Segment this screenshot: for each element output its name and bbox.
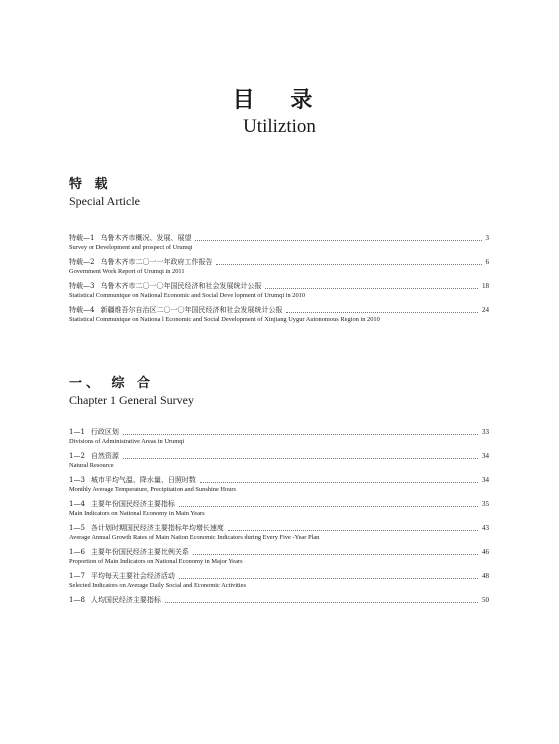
leader-dots bbox=[123, 457, 478, 459]
section-special-title-cn: 特 载 bbox=[69, 177, 112, 192]
leader-dots bbox=[179, 577, 478, 579]
entry-title: 主要年份国民经济主要指标 bbox=[90, 500, 175, 508]
entry-page-number: 18 bbox=[482, 282, 489, 290]
entry-title: 平均每天主要社会经济活动 bbox=[90, 572, 175, 580]
entry-page-number: 50 bbox=[482, 596, 489, 604]
entry-english-title: Main Indicators on National Economy in Main Years bbox=[69, 510, 205, 517]
entry-code: 1—5 bbox=[69, 524, 85, 532]
entry-code: 特载—2 bbox=[69, 258, 95, 266]
entry-english-title: Average Annual Growth Rates of Main Nation Economic Indicators during Every Five -Year Plan bbox=[69, 534, 320, 541]
entry-page-number: 48 bbox=[482, 572, 489, 580]
toc-entry-1-6[interactable] bbox=[69, 548, 489, 566]
leader-dots bbox=[123, 433, 478, 435]
leader-dots bbox=[179, 505, 478, 507]
toc-entry-1-7[interactable] bbox=[69, 572, 489, 590]
entry-title: 行政区划 bbox=[90, 428, 119, 436]
toc-entry-1-5[interactable] bbox=[69, 524, 489, 542]
chapter1-title-en: Chapter 1 General Survey bbox=[69, 393, 194, 407]
entry-english-title: Monthly Average Temperature, Precipitation and Sunshine Hours bbox=[69, 486, 237, 493]
entry-title: 乌鲁木齐市二〇一〇年国民经济和社会发展统计公报 bbox=[100, 282, 262, 290]
entry-page-number: 43 bbox=[482, 524, 489, 532]
leader-dots bbox=[195, 239, 481, 241]
entry-english-title: Selected Indicators on Average Daily Social and Economic Activities bbox=[69, 582, 246, 589]
entry-english-title: Divisions of Administrative Areas in Urumqi bbox=[69, 438, 185, 445]
entry-title: 新疆维吾尔自治区二〇一〇年国民经济和社会发展统计公报 bbox=[100, 306, 283, 314]
section-special-title-en: Special Article bbox=[69, 194, 140, 208]
entry-code: 特载—4 bbox=[69, 306, 95, 314]
leader-dots bbox=[200, 481, 478, 483]
page-title-english: Utiliztion bbox=[243, 116, 316, 137]
entry-title: 人均国民经济主要指标 bbox=[90, 596, 161, 604]
leader-dots bbox=[286, 311, 478, 313]
entry-title: 乌鲁木齐市概况、发展、展望 bbox=[100, 234, 192, 242]
entry-code: 1—2 bbox=[69, 452, 85, 460]
toc-entry-1-4[interactable] bbox=[69, 500, 489, 518]
entry-code: 特载—1 bbox=[69, 234, 95, 242]
toc-entry-1-3[interactable] bbox=[69, 476, 489, 494]
entry-title: 乌鲁木齐市二〇一一年政府工作报告 bbox=[100, 258, 213, 266]
entry-page-number: 3 bbox=[485, 234, 489, 242]
entry-english-title: Natural Resource bbox=[69, 462, 114, 469]
entry-code: 1—7 bbox=[69, 572, 85, 580]
entry-page-number: 46 bbox=[482, 548, 489, 556]
leader-dots bbox=[165, 601, 478, 603]
entry-title: 城市平均气温、降水量、日照时数 bbox=[90, 476, 196, 484]
entry-english-title: Survey or Development and prospect of Urumqi bbox=[69, 244, 193, 251]
toc-entry-special-2[interactable] bbox=[69, 258, 489, 276]
toc-entry-1-2[interactable] bbox=[69, 452, 489, 470]
toc-entry-special-1[interactable] bbox=[69, 234, 489, 252]
entry-title: 各计划时期国民经济主要指标年均增长速度 bbox=[90, 524, 224, 532]
entry-code: 1—6 bbox=[69, 548, 85, 556]
entry-code: 1—1 bbox=[69, 428, 85, 436]
leader-dots bbox=[216, 263, 481, 265]
entry-english-title: Proportion of Main Indicators on National Economy in Major Years bbox=[69, 558, 243, 565]
entry-page-number: 34 bbox=[482, 452, 489, 460]
entry-page-number: 34 bbox=[482, 476, 489, 484]
toc-entry-special-4[interactable] bbox=[69, 306, 489, 324]
entry-page-number: 35 bbox=[482, 500, 489, 508]
entry-code: 1—3 bbox=[69, 476, 85, 484]
chapter1-title-cn: 一、 综 合 bbox=[69, 376, 155, 391]
entry-code: 特载—3 bbox=[69, 282, 95, 290]
toc-entry-1-8[interactable] bbox=[69, 596, 489, 605]
entry-english-title: Statistical Communique on Nationa l Economic and Social Development of Xinjiang Uygur Autonomous Region in 2010 bbox=[69, 316, 380, 323]
leader-dots bbox=[265, 287, 478, 289]
entry-title: 主要年份国民经济主要比例关系 bbox=[90, 548, 189, 556]
entry-page-number: 6 bbox=[485, 258, 489, 266]
leader-dots bbox=[228, 529, 478, 531]
entry-page-number: 33 bbox=[482, 428, 489, 436]
entry-english-title: Government Work Report of Urumqi in 2011 bbox=[69, 268, 185, 275]
leader-dots bbox=[193, 553, 478, 555]
entry-title: 自然资源 bbox=[90, 452, 119, 460]
entry-code: 1—8 bbox=[69, 596, 85, 604]
toc-entry-1-1[interactable] bbox=[69, 428, 489, 446]
entry-code: 1—4 bbox=[69, 500, 85, 508]
special-entries bbox=[69, 234, 489, 324]
page-title-chinese: 目 录 bbox=[232, 87, 327, 113]
toc-entry-special-3[interactable] bbox=[69, 282, 489, 300]
chapter1-entries bbox=[69, 428, 489, 605]
entry-english-title: Statistical Communique on National Economic and Social Deve lopment of Urumqi in 2010 bbox=[69, 292, 306, 299]
entry-page-number: 24 bbox=[482, 306, 489, 314]
